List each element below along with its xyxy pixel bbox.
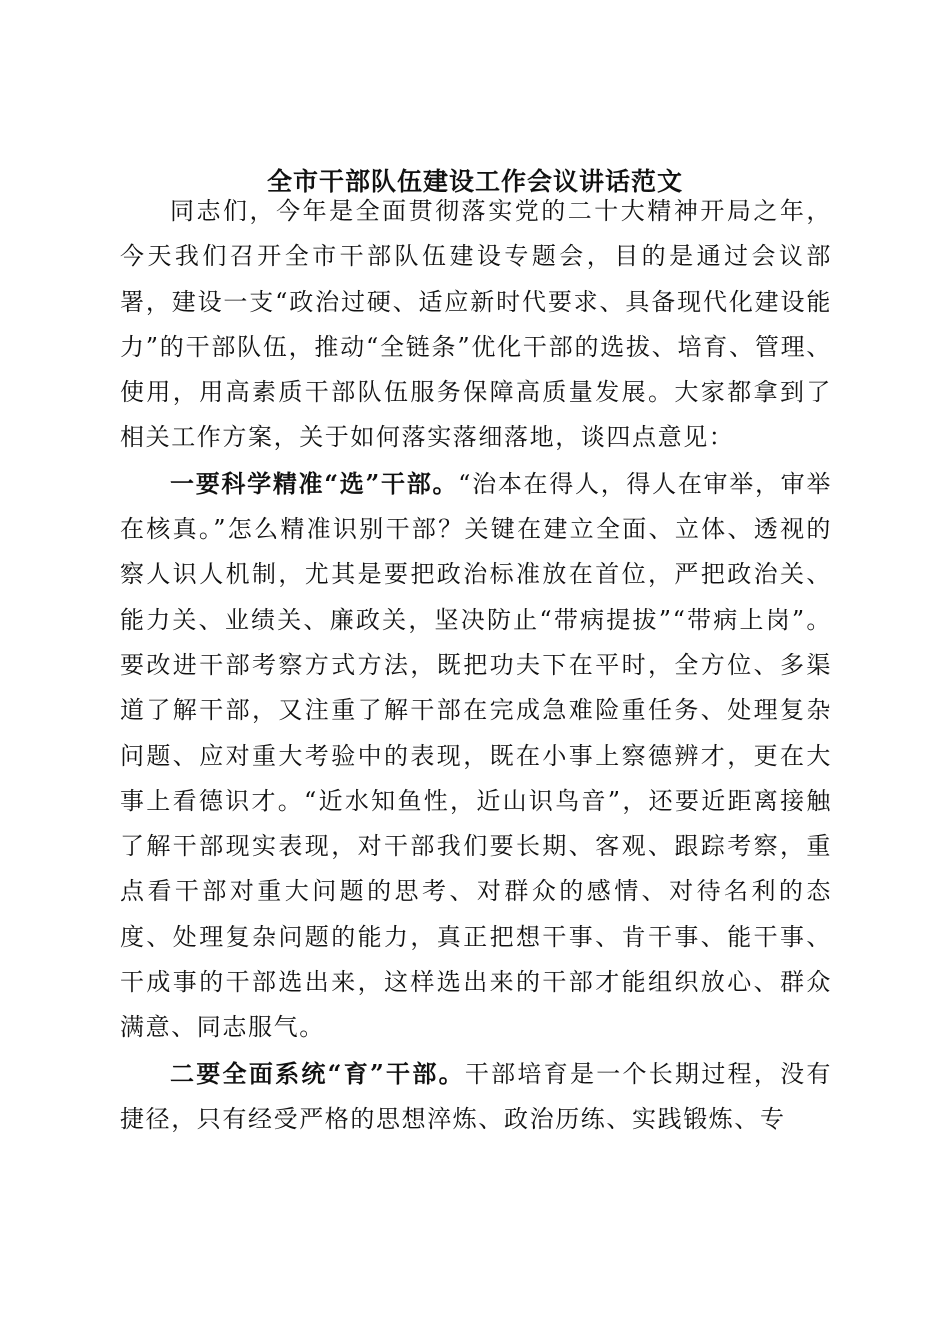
document-body	[120, 188, 832, 1142]
paragraph-intro	[120, 188, 832, 461]
paragraph-text: 干部培育是一个长期过程，没有捷径，只有经受严格的思想淬炼、政治历练、实践锻炼、专	[120, 1059, 833, 1133]
paragraph-lead: 二要全面系统“育”干部。	[170, 1058, 465, 1088]
paragraph-text: 同志们，今年是全面贯彻落实党的二十大精神开局之年，今天我们召开全市干部队伍建设专题会，目的是通过会议部署，建设一支“政治过硬、适应新时代要求、具备现代化建设能力”的干部队伍，推动“全链条”优化干部的选拔、培育、管理、使用，用高素质干部队伍服务保障高质量发展。大家都拿到了相关工作方案，关于如何落实落细落地，谈四点意见：	[120, 197, 832, 452]
paragraph-text: “治本在得人，得人在审举，审举在核真。”怎么精准识别干部？关键在建立全面、立体、透视的察人识人机制，尤其是要把政治标准放在首位，严把政治关、能力关、业绩关、廉政关，坚决防止“带病提拔”“带病上岗”。要改进干部考察方式方法，既把功夫下在平时，全方位、多渠道了解干部，又注重了解干部在完成急难险重任务、处理复杂问题、应对重大考验中的表现，既在小事上察德辨才，更在大事上看德识才。“近水知鱼性，近山识鸟音”，还要近距离接触了解干部现实表现，对干部我们要长期、客观、跟踪考察，重点看干部对重大问题的思考、对群众的感情、对待名利的态度、处理复杂问题的能力，真正把想干事、肯干事、能干事、干成事的干部选出来，这样选出来的干部才能组织放心、群众满意、同志服气。	[120, 469, 832, 1042]
document-title: 全市干部队伍建设工作会议讲话范文	[266, 167, 683, 196]
paragraph-point-one	[120, 461, 832, 1051]
paragraph-lead: 一要科学精准“选”干部。	[170, 468, 459, 498]
paragraph-point-two	[120, 1051, 832, 1143]
